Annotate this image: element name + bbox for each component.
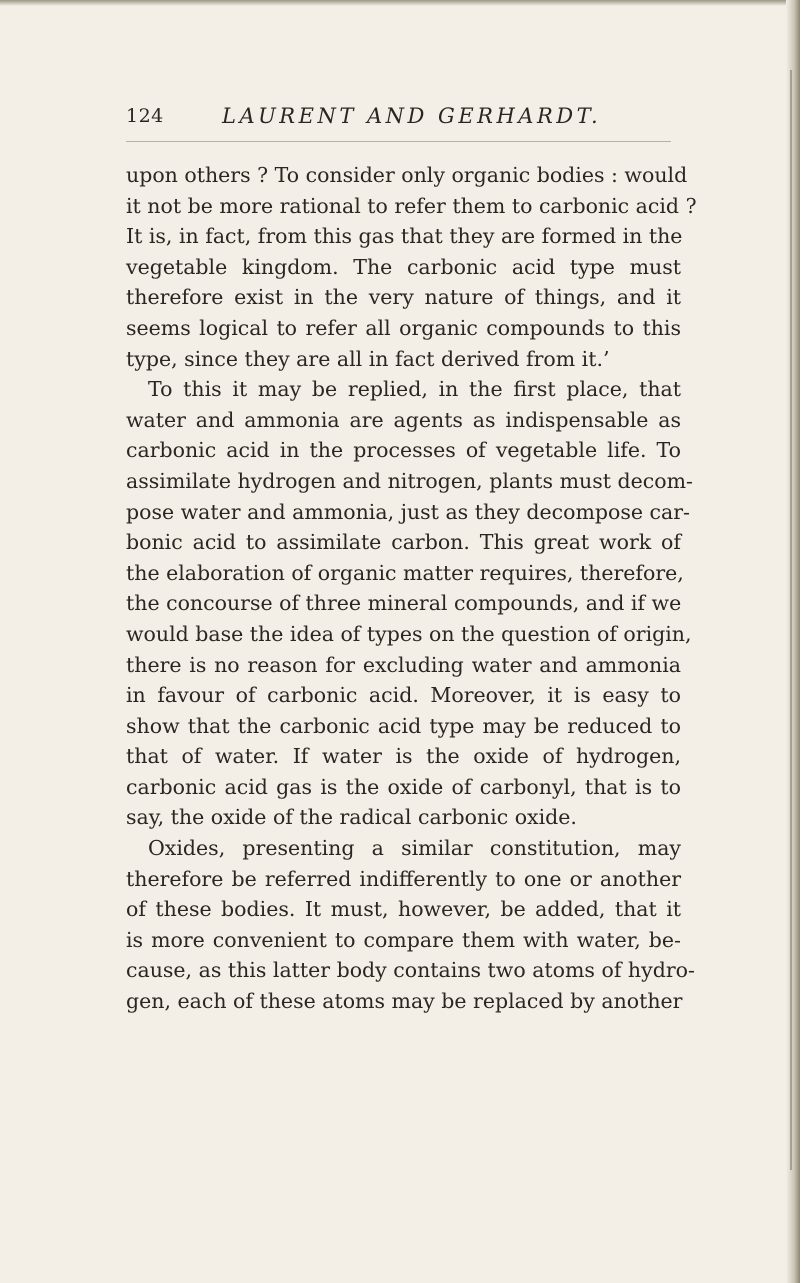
text-line: vegetable kingdom. The carbonic acid type must (126, 254, 681, 279)
text-line: therefore be referred indifferently to one or another (126, 866, 681, 891)
text-line: carbonic acid in the processes of vegetable life. To (126, 438, 681, 463)
text-line: Oxides, presenting a similar constitution, may (148, 836, 681, 861)
page-number: 124 (126, 105, 164, 127)
text-line: seems logical to refer all organic compounds to this (126, 315, 681, 340)
text-line: carbonic acid gas is the oxide of carbonyl, that is to (126, 774, 681, 799)
text-line: it not be more rational to refer them to carbonic acid ? (126, 193, 697, 218)
text-line: cause, as this latter body contains two atoms of hydro- (126, 958, 695, 983)
text-line: show that the carbonic acid type may be reduced to (126, 713, 681, 738)
page-binding-edge (786, 0, 800, 1283)
text-line: To this it may be replied, in the first place, that (148, 377, 681, 402)
running-title: LAURENT AND GERHARDT. (222, 104, 602, 128)
text-line: upon others ? To consider only organic bodies : would (126, 163, 688, 187)
text-line: is more convenient to compare them with water, be- (126, 927, 681, 952)
text-line: gen, each of these atoms may be replaced by another (126, 989, 683, 1014)
body-text (126, 160, 697, 1017)
text-line: assimilate hydrogen and nitrogen, plants must decom- (126, 468, 693, 493)
running-head (126, 101, 726, 131)
text-line: therefore exist in the very nature of things, and it (126, 285, 681, 310)
page-edge-shadow (790, 70, 792, 1170)
text-line: type, since they are all in fact derived from it.’ (126, 346, 610, 371)
text-line: It is, in fact, from this gas that they are formed in the (126, 224, 683, 249)
text-line: that of water. If water is the oxide of hydrogen, (126, 744, 681, 769)
text-line: the elaboration of organic matter requires, therefore, (126, 560, 684, 585)
text-line: of these bodies. It must, however, be added, that it (126, 897, 681, 922)
text-line: in favour of carbonic acid. Moreover, it is easy to (126, 683, 681, 708)
text-line: the concourse of three mineral compounds, and if we (126, 591, 682, 616)
text-line: water and ammonia are agents as indispensable as (126, 407, 681, 432)
text-line: pose water and ammonia, just as they decompose car- (126, 499, 690, 524)
text-line: would base the idea of types on the question of origin, (126, 621, 692, 646)
text-line: bonic acid to assimilate carbon. This great work of (126, 530, 681, 555)
text-line: there is no reason for excluding water and ammonia (126, 652, 681, 677)
page-top-edge (0, 0, 800, 6)
header-rule (126, 141, 671, 142)
text-line: say, the oxide of the radical carbonic oxide. (126, 805, 577, 830)
